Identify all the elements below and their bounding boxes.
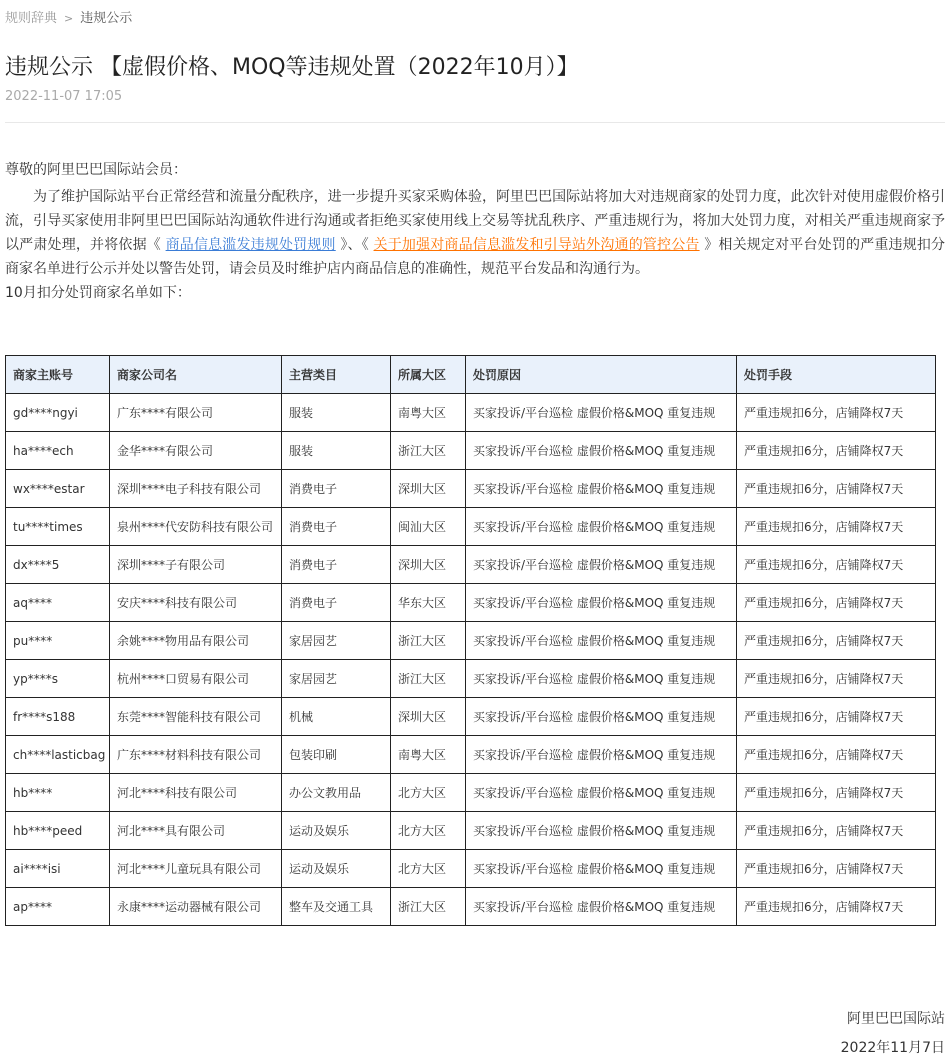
reason-cell: 买家投诉/平台巡检 虚假价格&MOQ 重复违规 (466, 508, 737, 546)
company-cell: 永康****运动器械有限公司 (110, 888, 282, 926)
reason-cell: 买家投诉/平台巡检 虚假价格&MOQ 重复违规 (466, 432, 737, 470)
table-row (6, 584, 936, 622)
company-cell: 河北****科技有限公司 (110, 774, 282, 812)
account-cell: gd****ngyi (6, 394, 110, 432)
table-row (6, 850, 936, 888)
account-cell: ai****isi (6, 850, 110, 888)
account-cell: dx****5 (6, 546, 110, 584)
breadcrumb-separator: > (64, 12, 74, 25)
region-cell: 南粤大区 (391, 736, 466, 774)
region-cell: 浙江大区 (391, 432, 466, 470)
company-cell: 泉州****代安防科技有限公司 (110, 508, 282, 546)
region-cell: 北方大区 (391, 774, 466, 812)
footer-org: 阿里巴巴国际站 (847, 1011, 945, 1027)
table-row (6, 660, 936, 698)
account-cell: hb****peed (6, 812, 110, 850)
account-cell: wx****estar (6, 470, 110, 508)
category-cell: 办公文教用品 (282, 774, 391, 812)
table-header-row (6, 356, 936, 394)
category-cell: 包装印刷 (282, 736, 391, 774)
page-title: 违规公示 【虚假价格、MOQ等违规处置（2022年10月）】 (5, 55, 579, 80)
penalty-cell: 严重违规扣6分，店铺降权7天 (737, 394, 936, 432)
category-cell: 运动及娱乐 (282, 812, 391, 850)
paragraph-text-3: 》相关规定对平台处罚的严重违规扣分商家名单进行公示并处以警告处罚，请会员及时维护店内商品信息的准确性，规范平台发品和沟通行为。 (5, 237, 946, 277)
header-account: 商家主账号 (6, 356, 110, 394)
divider (5, 122, 945, 123)
header-region: 所属大区 (391, 356, 466, 394)
account-cell: ch****lasticbag (6, 736, 110, 774)
header-company: 商家公司名 (110, 356, 282, 394)
category-cell: 消费电子 (282, 508, 391, 546)
account-cell: pu**** (6, 622, 110, 660)
table-row (6, 774, 936, 812)
account-cell: ap**** (6, 888, 110, 926)
breadcrumb-current: 违规公示 (80, 11, 133, 26)
penalty-cell: 严重违规扣6分，店铺降权7天 (737, 812, 936, 850)
penalty-cell: 严重违规扣6分，店铺降权7天 (737, 850, 936, 888)
announcement-paragraph (5, 185, 945, 281)
notice-link[interactable]: 关于加强对商品信息滥发和引导站外沟通的管控公告 (373, 237, 700, 253)
region-cell: 浙江大区 (391, 622, 466, 660)
region-cell: 南粤大区 (391, 394, 466, 432)
region-cell: 北方大区 (391, 850, 466, 888)
greeting: 尊敬的阿里巴巴国际站会员： (5, 162, 187, 178)
header-penalty: 处罚手段 (737, 356, 936, 394)
reason-cell: 买家投诉/平台巡检 虚假价格&MOQ 重复违规 (466, 470, 737, 508)
region-cell: 闽汕大区 (391, 508, 466, 546)
company-cell: 深圳****电子科技有限公司 (110, 470, 282, 508)
list-intro: 10月扣分处罚商家名单如下： (5, 285, 191, 301)
company-cell: 广东****有限公司 (110, 394, 282, 432)
table-body (6, 394, 936, 926)
category-cell: 运动及娱乐 (282, 850, 391, 888)
reason-cell: 买家投诉/平台巡检 虚假价格&MOQ 重复违规 (466, 394, 737, 432)
table-row (6, 698, 936, 736)
penalty-cell: 严重违规扣6分，店铺降权7天 (737, 736, 936, 774)
region-cell: 浙江大区 (391, 660, 466, 698)
reason-cell: 买家投诉/平台巡检 虚假价格&MOQ 重复违规 (466, 546, 737, 584)
table-row (6, 888, 936, 926)
region-cell: 深圳大区 (391, 698, 466, 736)
table-row (6, 394, 936, 432)
category-cell: 消费电子 (282, 546, 391, 584)
region-cell: 浙江大区 (391, 888, 466, 926)
table-row (6, 432, 936, 470)
table-row (6, 508, 936, 546)
account-cell: ha****ech (6, 432, 110, 470)
header-category: 主营类目 (282, 356, 391, 394)
reason-cell: 买家投诉/平台巡检 虚假价格&MOQ 重复违规 (466, 622, 737, 660)
table-row (6, 622, 936, 660)
reason-cell: 买家投诉/平台巡检 虚假价格&MOQ 重复违规 (466, 888, 737, 926)
breadcrumb (5, 7, 132, 26)
breadcrumb-root-link[interactable]: 规则辞典 (5, 11, 58, 26)
reason-cell: 买家投诉/平台巡检 虚假价格&MOQ 重复违规 (466, 736, 737, 774)
article-body (5, 158, 945, 305)
table-row (6, 812, 936, 850)
account-cell: hb**** (6, 774, 110, 812)
region-cell: 深圳大区 (391, 546, 466, 584)
category-cell: 服装 (282, 432, 391, 470)
footer-date: 2022年11月7日 (840, 1040, 945, 1056)
company-cell: 杭州****口贸易有限公司 (110, 660, 282, 698)
table-row (6, 736, 936, 774)
account-cell: yp****s (6, 660, 110, 698)
category-cell: 消费电子 (282, 584, 391, 622)
paragraph-text-2: 》、《 (340, 237, 369, 253)
account-cell: tu****times (6, 508, 110, 546)
penalty-cell: 严重违规扣6分，店铺降权7天 (737, 432, 936, 470)
publish-time: 2022-11-07 17:05 (5, 89, 123, 104)
penalty-cell: 严重违规扣6分，店铺降权7天 (737, 508, 936, 546)
company-cell: 金华****有限公司 (110, 432, 282, 470)
penalty-cell: 严重违规扣6分，店铺降权7天 (737, 660, 936, 698)
reason-cell: 买家投诉/平台巡检 虚假价格&MOQ 重复违规 (466, 774, 737, 812)
reason-cell: 买家投诉/平台巡检 虚假价格&MOQ 重复违规 (466, 812, 737, 850)
penalty-cell: 严重违规扣6分，店铺降权7天 (737, 584, 936, 622)
company-cell: 安庆****科技有限公司 (110, 584, 282, 622)
penalty-table (5, 355, 936, 926)
penalty-cell: 严重违规扣6分，店铺降权7天 (737, 888, 936, 926)
category-cell: 整车及交通工具 (282, 888, 391, 926)
paragraph-text-1: 为了维护国际站平台正常经营和流量分配秩序，进一步提升买家采购体验，阿里巴巴国际站将加大对违规商家的处罚力度，此次针对使用虚假价格引流，引导买家使用非阿里巴巴国际站沟通软件进行沟通或者拒绝买家使用线上交易等扰乱秩序、严重违规行为，将加大处罚力度，对相关严重违规商家予以严肃处理，并将依据《 (5, 189, 945, 253)
reason-cell: 买家投诉/平台巡检 虚假价格&MOQ 重复违规 (466, 660, 737, 698)
category-cell: 消费电子 (282, 470, 391, 508)
company-cell: 河北****儿童玩具有限公司 (110, 850, 282, 888)
company-cell: 深圳****子有限公司 (110, 546, 282, 584)
category-cell: 家居园艺 (282, 660, 391, 698)
reason-cell: 买家投诉/平台巡检 虚假价格&MOQ 重复违规 (466, 584, 737, 622)
account-cell: aq**** (6, 584, 110, 622)
reason-cell: 买家投诉/平台巡检 虚假价格&MOQ 重复违规 (466, 698, 737, 736)
table-row (6, 470, 936, 508)
penalty-cell: 严重违规扣6分，店铺降权7天 (737, 622, 936, 660)
category-cell: 家居园艺 (282, 622, 391, 660)
table-row (6, 546, 936, 584)
company-cell: 河北****具有限公司 (110, 812, 282, 850)
company-cell: 余姚****物用品有限公司 (110, 622, 282, 660)
penalty-cell: 严重违规扣6分，店铺降权7天 (737, 698, 936, 736)
account-cell: fr****s188 (6, 698, 110, 736)
penalty-cell: 严重违规扣6分，店铺降权7天 (737, 546, 936, 584)
category-cell: 服装 (282, 394, 391, 432)
region-cell: 深圳大区 (391, 470, 466, 508)
reason-cell: 买家投诉/平台巡检 虚假价格&MOQ 重复违规 (466, 850, 737, 888)
category-cell: 机械 (282, 698, 391, 736)
region-cell: 华东大区 (391, 584, 466, 622)
region-cell: 北方大区 (391, 812, 466, 850)
penalty-cell: 严重违规扣6分，店铺降权7天 (737, 774, 936, 812)
company-cell: 广东****材料科技有限公司 (110, 736, 282, 774)
penalty-cell: 严重违规扣6分，店铺降权7天 (737, 470, 936, 508)
header-reason: 处罚原因 (466, 356, 737, 394)
company-cell: 东莞****智能科技有限公司 (110, 698, 282, 736)
rule-link[interactable]: 商品信息滥发违规处罚规则 (165, 237, 336, 253)
